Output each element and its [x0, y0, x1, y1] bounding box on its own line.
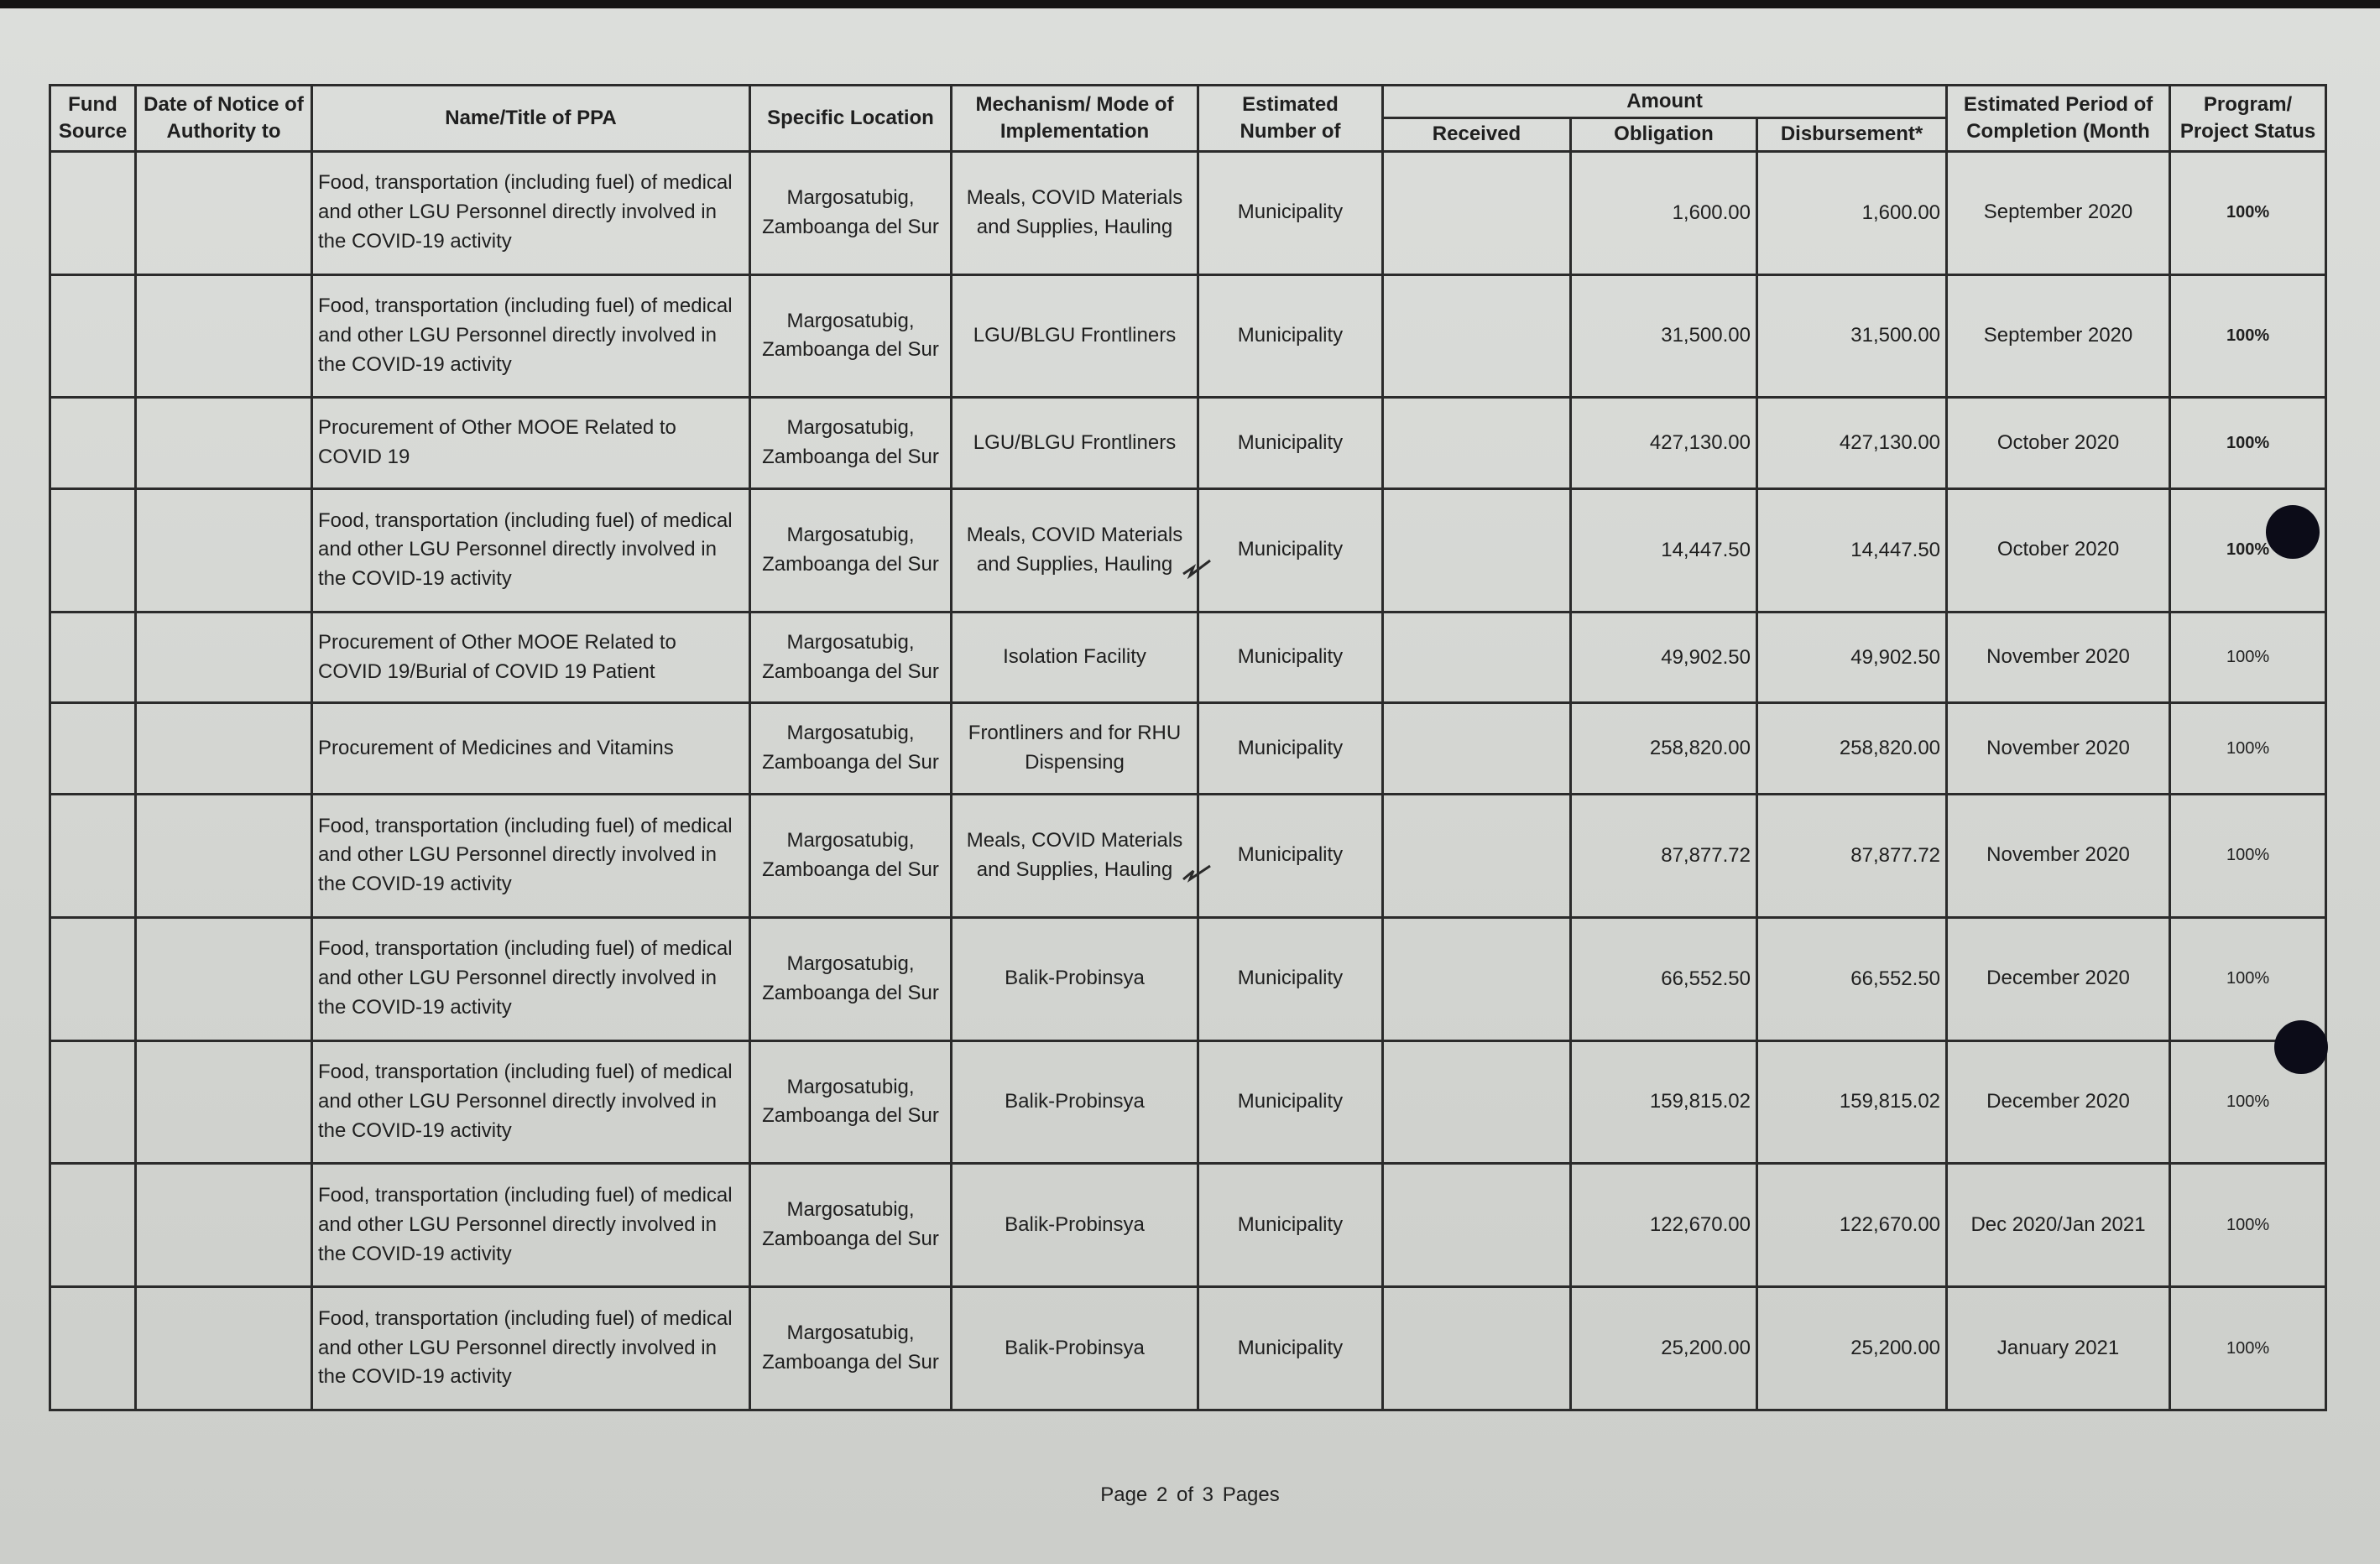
- cell-received: [1383, 1287, 1571, 1410]
- ppa-table-body: [50, 151, 2326, 1410]
- cell-status: 100%: [2170, 1040, 2326, 1164]
- cell-mechanism: Balik-Probinsya: [952, 1287, 1198, 1410]
- header-received: Received: [1383, 118, 1571, 151]
- cell-fund-source: [50, 1287, 136, 1410]
- cell-status: 100%: [2170, 1287, 2326, 1410]
- cell-fund-source: [50, 917, 136, 1040]
- header-amount: Amount: [1383, 86, 1947, 118]
- cell-received: [1383, 612, 1571, 703]
- cell-status: 100%: [2170, 488, 2326, 612]
- cell-received: [1383, 151, 1571, 274]
- cell-completion: November 2020: [1947, 794, 2170, 917]
- cell-beneficiaries: Municipality: [1198, 1040, 1383, 1164]
- pen-tick-mark-upper: [1180, 557, 1213, 579]
- cell-fund-source: [50, 612, 136, 703]
- page-label: Page: [1100, 1483, 1148, 1506]
- header-location: Specific Location: [750, 86, 952, 152]
- cell-mechanism: Balik-Probinsya: [952, 1164, 1198, 1287]
- cell-obligation: 25,200.00: [1571, 1287, 1757, 1410]
- header-obligation: Obligation: [1571, 118, 1757, 151]
- cell-location: Margosatubig, Zamboanga del Sur: [750, 274, 952, 398]
- cell-disbursement: 25,200.00: [1757, 1287, 1947, 1410]
- cell-notice-date: [136, 1287, 312, 1410]
- cell-name: Food, transportation (including fuel) of medical and other LGU Personnel directly involved in the COVID-19 activity: [312, 917, 750, 1040]
- cell-beneficiaries: Municipality: [1198, 1287, 1383, 1410]
- cell-location: Margosatubig, Zamboanga del Sur: [750, 794, 952, 917]
- cell-completion: November 2020: [1947, 703, 2170, 795]
- cell-notice-date: [136, 612, 312, 703]
- cell-received: [1383, 703, 1571, 795]
- cell-location: Margosatubig, Zamboanga del Sur: [750, 1040, 952, 1164]
- cell-beneficiaries: Municipality: [1198, 274, 1383, 398]
- page-total: 3: [1202, 1483, 1214, 1506]
- cell-disbursement: 66,552.50: [1757, 917, 1947, 1040]
- cell-mechanism: LGU/BLGU Frontliners: [952, 274, 1198, 398]
- cell-completion: October 2020: [1947, 488, 2170, 612]
- header-name: Name/Title of PPA: [312, 86, 750, 152]
- cell-notice-date: [136, 274, 312, 398]
- cell-notice-date: [136, 398, 312, 489]
- cell-obligation: 1,600.00: [1571, 151, 1757, 274]
- table-row: [50, 917, 2326, 1040]
- cell-beneficiaries: Municipality: [1198, 703, 1383, 795]
- cell-notice-date: [136, 703, 312, 795]
- page-of-label: of: [1176, 1483, 1193, 1506]
- cell-disbursement: 14,447.50: [1757, 488, 1947, 612]
- cell-status: 100%: [2170, 612, 2326, 703]
- pen-tick-mark-lower: [1180, 861, 1213, 883]
- header-fund-source: Fund Source: [50, 86, 136, 152]
- cell-completion: January 2021: [1947, 1287, 2170, 1410]
- header-mechanism: Mechanism/ Mode of Implementation: [952, 86, 1198, 152]
- page-footer: [0, 1483, 2380, 1507]
- cell-location: Margosatubig, Zamboanga del Sur: [750, 1164, 952, 1287]
- cell-status: 100%: [2170, 274, 2326, 398]
- cell-completion: November 2020: [1947, 612, 2170, 703]
- cell-status: 100%: [2170, 703, 2326, 795]
- cell-obligation: 31,500.00: [1571, 274, 1757, 398]
- cell-status: 100%: [2170, 398, 2326, 489]
- cell-received: [1383, 1040, 1571, 1164]
- cell-completion: October 2020: [1947, 398, 2170, 489]
- cell-received: [1383, 794, 1571, 917]
- cell-disbursement: 31,500.00: [1757, 274, 1947, 398]
- cell-completion: December 2020: [1947, 1040, 2170, 1164]
- cell-beneficiaries: Municipality: [1198, 1164, 1383, 1287]
- page-current: 2: [1156, 1483, 1168, 1506]
- table-row: [50, 703, 2326, 795]
- cell-mechanism: Meals, COVID Materials and Supplies, Hauling: [952, 151, 1198, 274]
- cell-obligation: 66,552.50: [1571, 917, 1757, 1040]
- cell-disbursement: 87,877.72: [1757, 794, 1947, 917]
- cell-beneficiaries: Municipality: [1198, 398, 1383, 489]
- cell-completion: September 2020: [1947, 151, 2170, 274]
- pages-label: Pages: [1222, 1483, 1280, 1506]
- header-beneficiaries: Estimated Number of: [1198, 86, 1383, 152]
- cell-beneficiaries: Municipality: [1198, 488, 1383, 612]
- cell-name: Procurement of Other MOOE Related to COVID 19: [312, 398, 750, 489]
- cell-location: Margosatubig, Zamboanga del Sur: [750, 151, 952, 274]
- header-notice-date: Date of Notice of Authority to: [136, 86, 312, 152]
- cell-completion: December 2020: [1947, 917, 2170, 1040]
- cell-fund-source: [50, 1040, 136, 1164]
- cell-disbursement: 49,902.50: [1757, 612, 1947, 703]
- cell-received: [1383, 917, 1571, 1040]
- cell-fund-source: [50, 398, 136, 489]
- cell-fund-source: [50, 151, 136, 274]
- cell-obligation: 14,447.50: [1571, 488, 1757, 612]
- cell-status: 100%: [2170, 917, 2326, 1040]
- cell-mechanism: Frontliners and for RHU Dispensing: [952, 703, 1198, 795]
- cell-location: Margosatubig, Zamboanga del Sur: [750, 488, 952, 612]
- cell-mechanism: Balik-Probinsya: [952, 917, 1198, 1040]
- cell-fund-source: [50, 703, 136, 795]
- cell-obligation: 49,902.50: [1571, 612, 1757, 703]
- cell-obligation: 427,130.00: [1571, 398, 1757, 489]
- cell-location: Margosatubig, Zamboanga del Sur: [750, 398, 952, 489]
- table-row: [50, 151, 2326, 274]
- ppa-table: [49, 84, 2327, 1411]
- cell-notice-date: [136, 488, 312, 612]
- cell-beneficiaries: Municipality: [1198, 794, 1383, 917]
- cell-notice-date: [136, 151, 312, 274]
- cell-disbursement: 1,600.00: [1757, 151, 1947, 274]
- cell-beneficiaries: Municipality: [1198, 612, 1383, 703]
- cell-obligation: 87,877.72: [1571, 794, 1757, 917]
- cell-name: Food, transportation (including fuel) of medical and other LGU Personnel directly involved in the COVID-19 activity: [312, 274, 750, 398]
- cell-received: [1383, 398, 1571, 489]
- cell-status: 100%: [2170, 794, 2326, 917]
- cell-received: [1383, 274, 1571, 398]
- cell-name: Food, transportation (including fuel) of medical and other LGU Personnel directly involved in the COVID-19 activity: [312, 488, 750, 612]
- table-row: [50, 488, 2326, 612]
- cell-name: Food, transportation (including fuel) of medical and other LGU Personnel directly involved in the COVID-19 activity: [312, 151, 750, 274]
- cell-notice-date: [136, 917, 312, 1040]
- cell-name: Procurement of Other MOOE Related to COVID 19/Burial of COVID 19 Patient: [312, 612, 750, 703]
- cell-location: Margosatubig, Zamboanga del Sur: [750, 612, 952, 703]
- cell-fund-source: [50, 488, 136, 612]
- cell-mechanism: Meals, COVID Materials and Supplies, Hauling: [952, 488, 1198, 612]
- cell-received: [1383, 1164, 1571, 1287]
- header-disbursement: Disbursement*: [1757, 118, 1947, 151]
- cell-fund-source: [50, 274, 136, 398]
- header-completion: Estimated Period of Completion (Month: [1947, 86, 2170, 152]
- cell-disbursement: 122,670.00: [1757, 1164, 1947, 1287]
- cell-fund-source: [50, 1164, 136, 1287]
- cell-name: Food, transportation (including fuel) of medical and other LGU Personnel directly involved in the COVID-19 activity: [312, 1287, 750, 1410]
- table-row: [50, 398, 2326, 489]
- cell-name: Procurement of Medicines and Vitamins: [312, 703, 750, 795]
- cell-mechanism: Isolation Facility: [952, 612, 1198, 703]
- cell-completion: Dec 2020/Jan 2021: [1947, 1164, 2170, 1287]
- cell-disbursement: 427,130.00: [1757, 398, 1947, 489]
- cell-location: Margosatubig, Zamboanga del Sur: [750, 703, 952, 795]
- cell-location: Margosatubig, Zamboanga del Sur: [750, 1287, 952, 1410]
- binder-hole-lower: [2274, 1020, 2328, 1074]
- cell-disbursement: 258,820.00: [1757, 703, 1947, 795]
- cell-status: 100%: [2170, 151, 2326, 274]
- cell-mechanism: Meals, COVID Materials and Supplies, Hauling: [952, 794, 1198, 917]
- cell-mechanism: Balik-Probinsya: [952, 1040, 1198, 1164]
- cell-obligation: 159,815.02: [1571, 1040, 1757, 1164]
- cell-beneficiaries: Municipality: [1198, 151, 1383, 274]
- cell-location: Margosatubig, Zamboanga del Sur: [750, 917, 952, 1040]
- cell-status: 100%: [2170, 1164, 2326, 1287]
- cell-disbursement: 159,815.02: [1757, 1040, 1947, 1164]
- cell-name: Food, transportation (including fuel) of medical and other LGU Personnel directly involved in the COVID-19 activity: [312, 1164, 750, 1287]
- cell-obligation: 258,820.00: [1571, 703, 1757, 795]
- table-row: [50, 1040, 2326, 1164]
- cell-notice-date: [136, 1164, 312, 1287]
- cell-obligation: 122,670.00: [1571, 1164, 1757, 1287]
- table-row: [50, 1164, 2326, 1287]
- cell-fund-source: [50, 794, 136, 917]
- table-row: [50, 794, 2326, 917]
- table-row: [50, 612, 2326, 703]
- cell-received: [1383, 488, 1571, 612]
- cell-beneficiaries: Municipality: [1198, 917, 1383, 1040]
- table-row: [50, 1287, 2326, 1410]
- binder-hole-upper: [2266, 505, 2320, 559]
- cell-name: Food, transportation (including fuel) of medical and other LGU Personnel directly involved in the COVID-19 activity: [312, 794, 750, 917]
- cell-mechanism: LGU/BLGU Frontliners: [952, 398, 1198, 489]
- cell-notice-date: [136, 1040, 312, 1164]
- cell-notice-date: [136, 794, 312, 917]
- table-row: [50, 274, 2326, 398]
- cell-completion: September 2020: [1947, 274, 2170, 398]
- header-status: Program/ Project Status: [2170, 86, 2326, 152]
- cell-name: Food, transportation (including fuel) of medical and other LGU Personnel directly involved in the COVID-19 activity: [312, 1040, 750, 1164]
